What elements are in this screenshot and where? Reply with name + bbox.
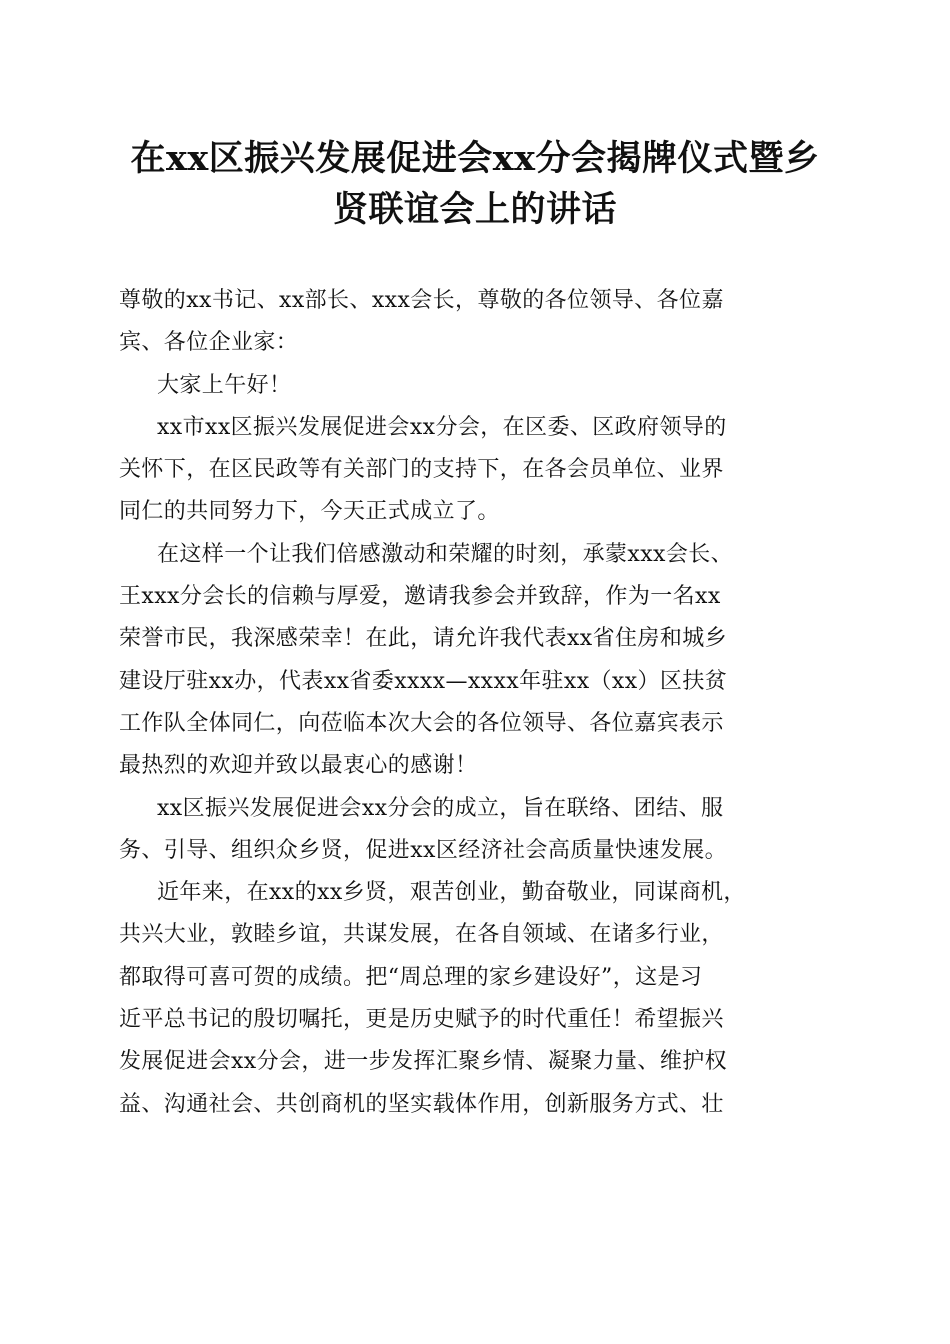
paragraph-line: 都取得可喜可贺的成绩。把“周总理的家乡建设好”，这是习 xyxy=(119,964,703,990)
paragraph-line: 工作队全体同仁，向莅临本次大会的各位领导、各位嘉宾表示 xyxy=(119,710,724,736)
paragraph-line: 益、沟通社会、共创商机的坚实载体作用，创新服务方式、壮 xyxy=(119,1091,724,1117)
paragraph-line: 近平总书记的殷切嘱托，更是历史赋予的时代重任！希望振兴 xyxy=(119,1007,724,1033)
speech-body xyxy=(119,280,831,1126)
paragraph-line: 关怀下，在区民政等有关部门的支持下，在各会员单位、业界 xyxy=(119,457,724,483)
paragraph-line: 同仁的共同努力下，今天正式成立了。 xyxy=(119,499,500,525)
paragraph-line: 务、引导、组织众乡贤，促进xx区经济社会高质量快速发展。 xyxy=(119,837,728,863)
page-title xyxy=(110,133,840,235)
paragraph-line: 王xxx分会长的信赖与厚爱，邀请我参会并致辞，作为一名xx xyxy=(119,584,721,610)
paragraph-line: 发展促进会xx分会，进一步发挥汇聚乡情、凝聚力量、维护权 xyxy=(119,1049,728,1075)
paragraph-line: 荣誉市民，我深感荣幸！在此，请允许我代表xx省住房和城乡 xyxy=(119,626,728,652)
title-line-2: 贤联谊会上的讲话 xyxy=(332,189,617,230)
salutation-line-1: 尊敬的xx书记、xx部长、xxx会长，尊敬的各位领导、各位嘉 xyxy=(119,288,724,313)
paragraph-line: xx市xx区振兴发展促进会xx分会，在区委、区政府领导的 xyxy=(157,414,727,440)
paragraph-line: 共兴大业，敦睦乡谊，共谋发展，在各自领域、在诸多行业， xyxy=(119,922,724,948)
salutation-line-2: 宾、各位企业家： xyxy=(119,330,299,356)
paragraph-line: 建设厅驻xx办，代表xx省委xxxx—xxxx年驻xx（xx）区扶贫 xyxy=(119,668,728,694)
greeting-line: 大家上午好！ xyxy=(157,372,292,398)
paragraph-line: 在这样一个让我们倍感激动和荣耀的时刻，承蒙xxx会长、 xyxy=(157,541,734,567)
paragraph-line: xx区振兴发展促进会xx分会的成立，旨在联络、团结、服 xyxy=(157,795,724,821)
title-line-1: 在xx区振兴发展促进会xx分会揭牌仪式暨乡 xyxy=(130,138,820,179)
paragraph-line: 最热烈的欢迎并致以最衷心的感谢！ xyxy=(119,753,478,779)
paragraph-line: 近年来，在xx的xx乡贤，艰苦创业，勤奋敬业，同谋商机， xyxy=(157,880,746,906)
